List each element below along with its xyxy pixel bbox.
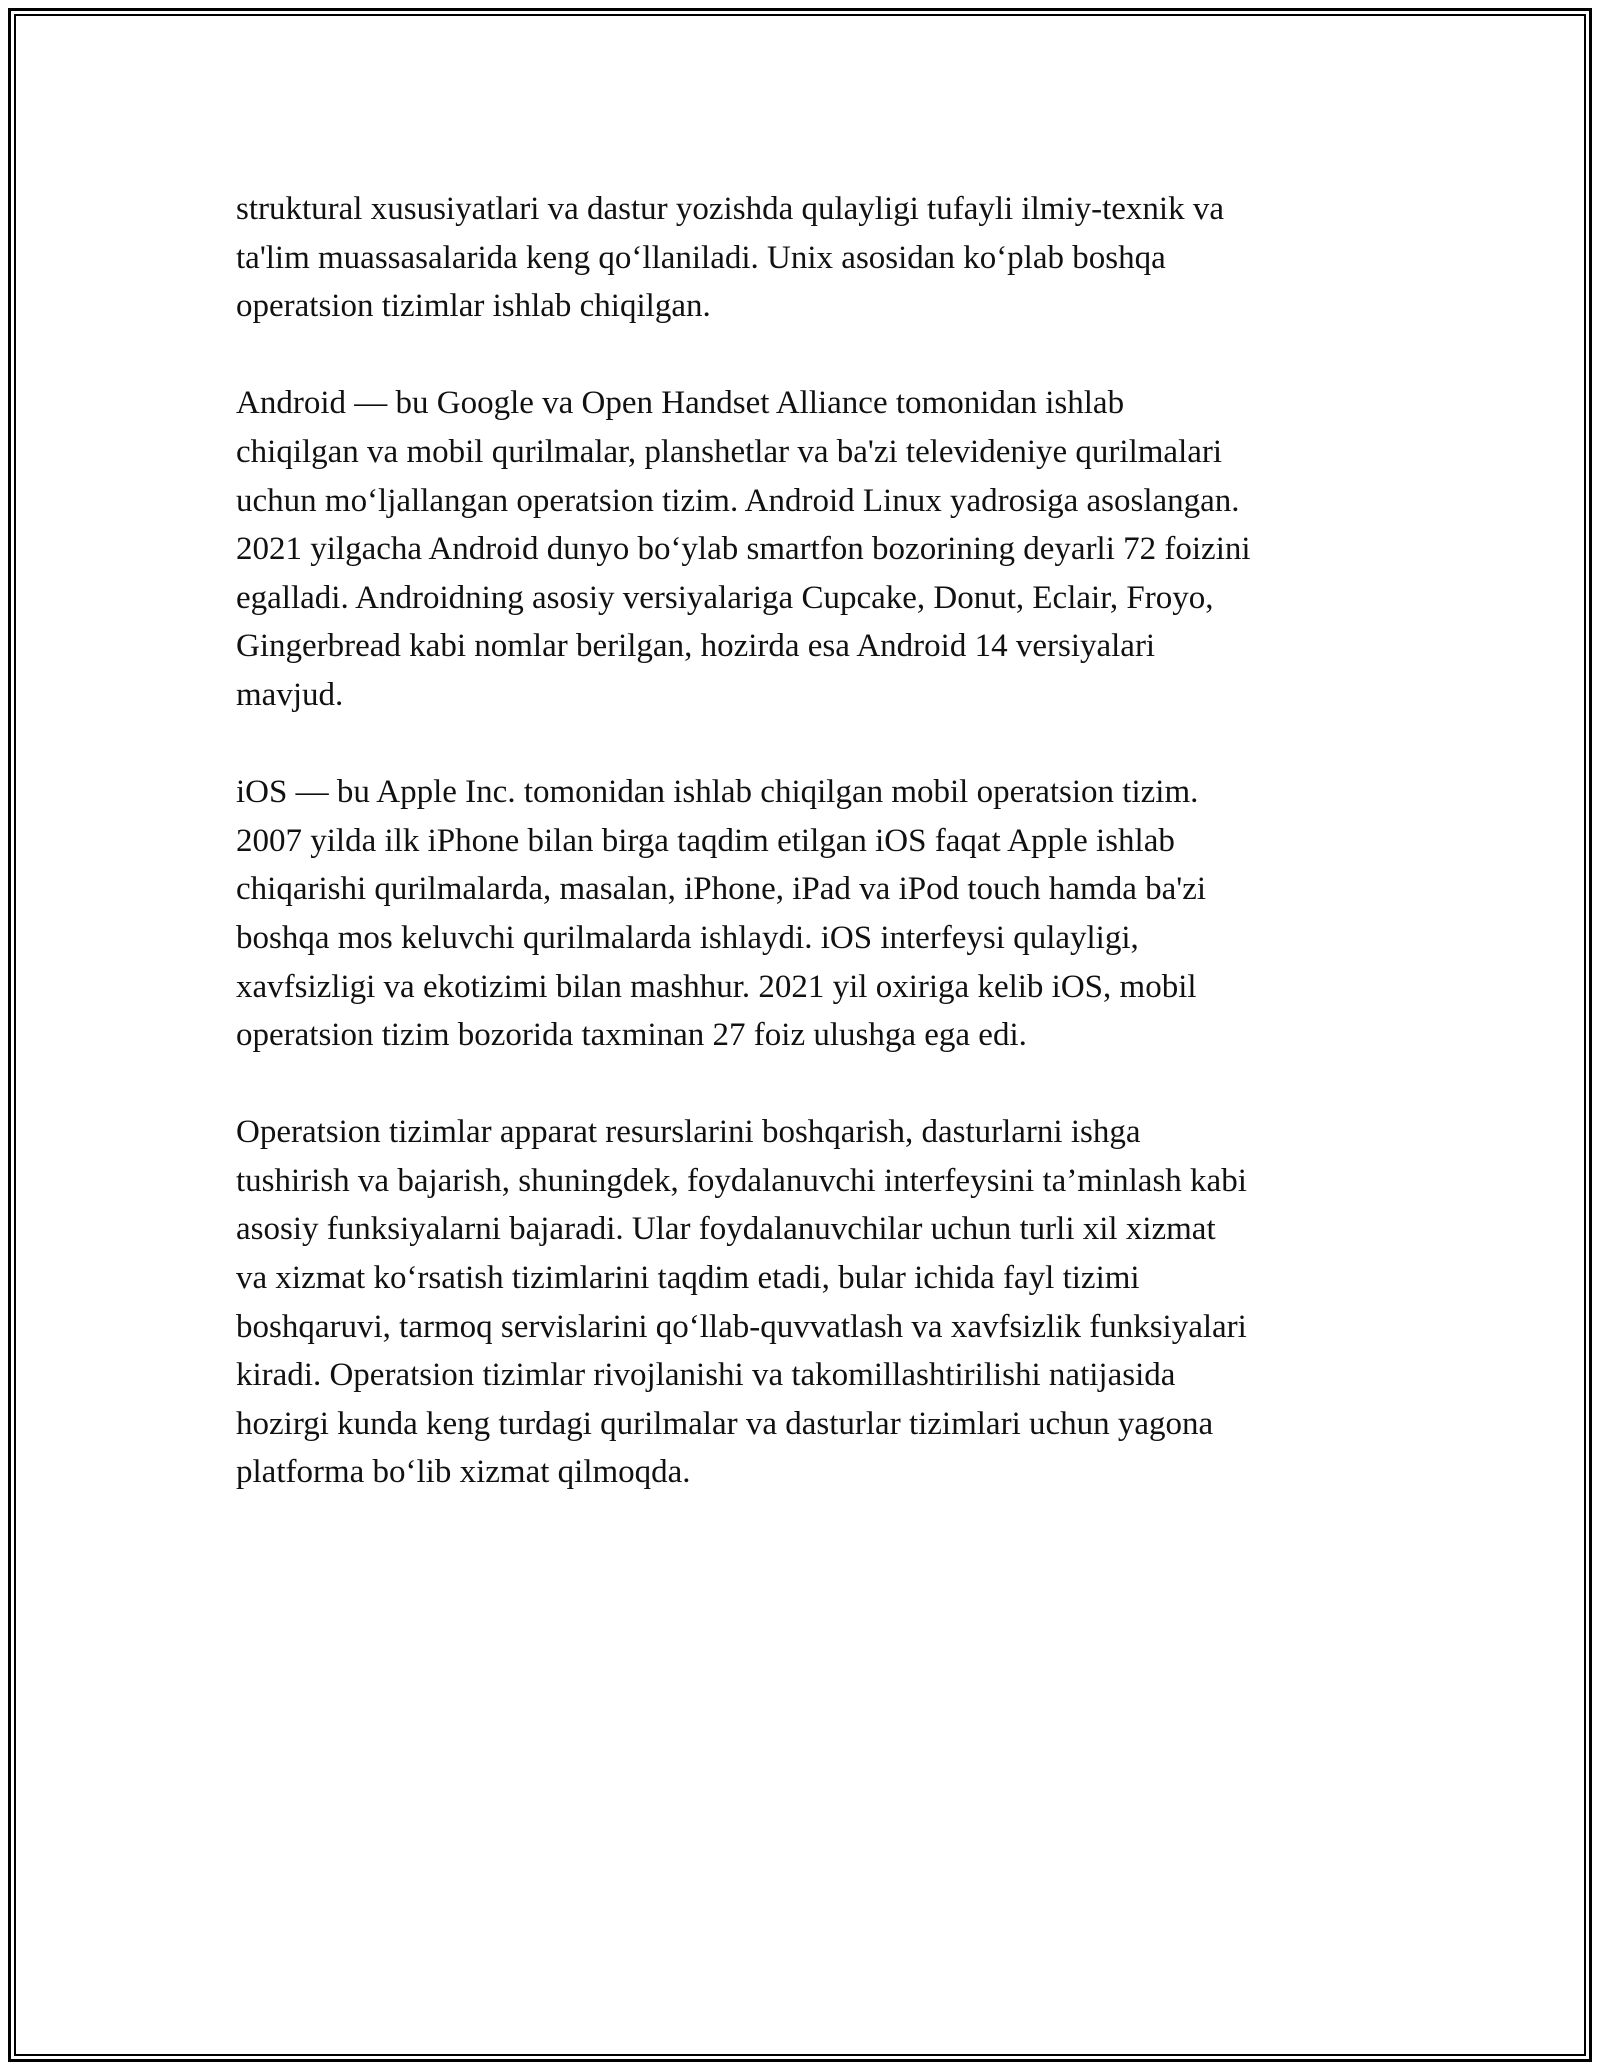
- document-body: [236, 185, 1376, 1546]
- paragraph-unix-continuation: struktural xususiyatlari va dastur yozishda qulayligi tufayli ilmiy-texnik va ta'lim muassasalarida keng qo‘llaniladi. Unix asosidan ko‘plab boshqa operatsion tizimlar ishlab chiqilgan.: [236, 191, 1224, 325]
- paragraph-android: Android — bu Google va Open Handset Alliance tomonidan ishlab chiqilgan va mobil qurilmalar, planshetlar va ba'zi televideniye qurilmalari uchun mo‘ljallangan operatsion tizim. Android Linux yadrosiga asoslangan. 2021 yilgacha Android dunyo bo‘ylab smartfon bozorining deyarli 72 foizini egalladi. Androidning asosiy versiyalariga Cupcake, Donut, Eclair, Froyo, Gingerbread kabi nomlar berilgan, hozirda esa Android 14 versiyalari mavjud.: [236, 385, 1251, 713]
- paragraph-os-functions: Operatsion tizimlar apparat resurslarini boshqarish, dasturlarni ishga tushirish va bajarish, shuningdek, foydalanuvchi interfeysini ta’minlash kabi asosiy funksiyalarni bajaradi. Ular foydalanuvchilar uchun turli xil xizmat va xizmat ko‘rsatish tizimlarini taqdim etadi, bular ichida fayl tizimi boshqaruvi, tarmoq servislarini qo‘llab-quvvatlash va xavfsizlik funksiyalari kiradi. Operatsion tizimlar rivojlanishi va takomillashtirilishi natijasida hozirgi kunda keng turdagi qurilmalar va dasturlar tizimlari uchun yagona platforma bo‘lib xizmat qilmoqda.: [236, 1114, 1247, 1491]
- paragraph-ios: iOS — bu Apple Inc. tomonidan ishlab chiqilgan mobil operatsion tizim. 2007 yilda ilk iPhone bilan birga taqdim etilgan iOS faqat Apple ishlab chiqarishi qurilmalarda, masalan, iPhone, iPad va iPod touch hamda ba'zi boshqa mos keluvchi qurilmalarda ishlaydi. iOS interfeysi qulayligi, xavfsizligi va ekotizimi bilan mashhur. 2021 yil oxiriga kelib iOS, mobil operatsion tizim bozorida taxminan 27 foiz ulushga ega edi.: [236, 774, 1207, 1054]
